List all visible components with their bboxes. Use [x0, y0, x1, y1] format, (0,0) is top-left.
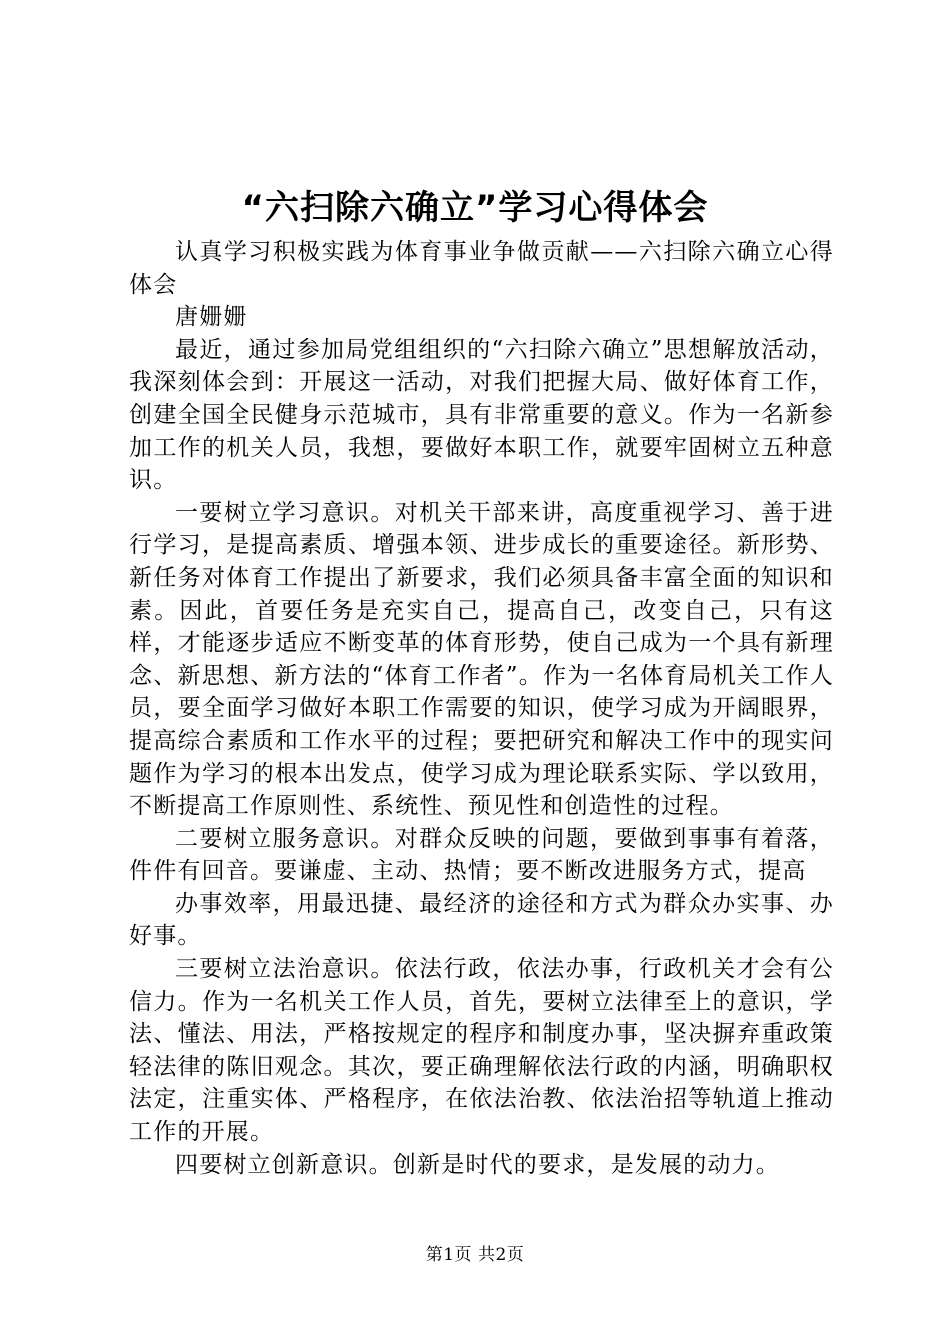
innovation-awareness-paragraph: 四要树立创新意识。创新是时代的要求，是发展的动力。 — [175, 1151, 780, 1178]
service-awareness-paragraph: 二要树立服务意识。对群众反映的问题，要做到事事有着落，件件有回音。要谦虚、主动、热情；要不断改进服务方式，提高 — [129, 825, 834, 885]
service-awareness-continued-paragraph: 办事效率，用最迅捷、最经济的途径和方式为群众办实事、办好事。 — [129, 890, 834, 950]
page-footer: 第1页 共2页 — [425, 1245, 525, 1265]
subtitle-paragraph: 认真学习积极实践为体育事业争做贡献——六扫除六确立心得体会 — [129, 239, 834, 298]
document-title: “六扫除六确立”学习心得体会 — [241, 188, 709, 228]
intro-paragraph: 最近，通过参加局党组组织的“六扫除六确立”思想解放活动，我深刻体会到：开展这一活动，对我们把握大局、做好体育工作，创建全国全民健身示范城市，具有非常重要的意义。作为一名新参加工作的机关人员，我想，要做好本职工作，就要牢固树立五种意识。 — [129, 336, 834, 494]
rule-of-law-awareness-paragraph: 三要树立法治意识。依法行政，依法办事，行政机关才会有公信力。作为一名机关工作人员，首先，要树立法律至上的意识，学法、懂法、用法，严格按规定的程序和制度办事，坚决摒弃重政策轻法律的陈旧观念。其次，要正确理解依法行政的内涵，明确职权法定，注重实体、严格程序，在依法治教、依法治招等轨道上推动工作的开展。 — [129, 956, 834, 1146]
document-body — [129, 236, 834, 1181]
author-name: 唐姗姗 — [175, 304, 248, 331]
learning-awareness-paragraph: 一要树立学习意识。对机关干部来讲，高度重视学习、善于进行学习，是提高素质、增强本领、进步成长的重要途径。新形势、新任务对体育工作提出了新要求，我们必须具备丰富全面的知识和素。因此，首要任务是充实自己，提高自己，改变自己，只有这样，才能逐步适应不断变革的体育形势，使自己成为一个具有新理念、新思想、新方法的“体育工作者”。作为一名体育局机关工作人员，要全面学习做好本职工作需要的知识，使学习成为开阔眼界，提高综合素质和工作水平的过程；要把研究和解决工作中的现实问题作为学习的根本出发点，使学习成为理论联系实际、学以致用，不断提高工作原则性、系统性、预见性和创造性的过程。 — [129, 499, 834, 820]
